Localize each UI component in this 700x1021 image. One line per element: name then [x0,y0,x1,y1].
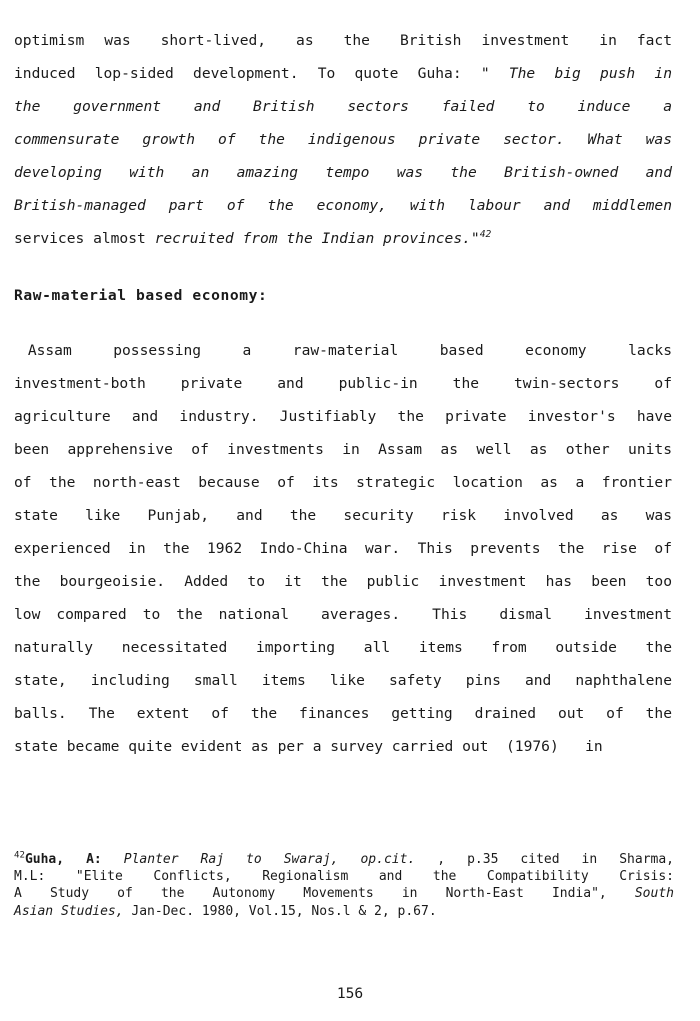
footnote-line [14,851,674,868]
text-line: Assam possessing a raw-material based economy lacks [14,342,672,359]
text-run: optimism was short-lived, as the British investment in fact [14,32,672,49]
section-heading [14,279,672,312]
text-line: agriculture and industry. Justifiably the private investor's have [14,408,672,425]
text-run: commensurate growth of the indigenous private sector. What was [14,131,672,148]
text-line: state like Punjab, and the security risk involved as was [14,507,672,524]
text-run: recruited from the Indian provinces. [154,230,471,247]
footnote-line [14,885,674,902]
text-run: 42 [479,229,492,241]
text-line: been apprehensive of investments in Assam as well as other units [14,441,672,458]
text-run: 42 [14,850,25,861]
text-run [102,852,124,867]
page-number: 156 [336,985,364,1002]
text-line: experienced in the 1962 Indo-China war. This prevents the rise of [14,540,672,557]
text-line: investment-both private and public-in the twin-sectors of [14,375,672,392]
footnote-line [14,903,674,920]
body-paragraph [14,334,672,763]
text-line: of the north-east because of its strategic location as a frontier [14,474,672,491]
text-run: developing with an amazing tempo was the British-owned and [14,164,672,181]
text-run: Guha, A: [24,852,102,867]
text-run: South [634,886,674,902]
text-run: The big push in [508,65,672,82]
text-line [14,90,672,123]
text-run: Asian Studies, [14,903,124,919]
text-run: services almost [14,230,155,247]
footnote-line [14,868,674,885]
text-run: induced lop-sided development. To quote Guha: " [14,65,509,82]
text-line: naturally necessitated importing all items from outside the [14,639,672,656]
text-run: British-managed part of the economy, with labour and middlemen [14,197,672,214]
text-run: , p.35 cited in Sharma, [437,852,674,867]
section-heading-text: Raw-material based economy: [14,287,268,304]
text-run: Planter Raj to Swaraj, op.cit. [123,852,438,867]
text-run: the government and British sectors failed to induce a [14,98,672,115]
text-run: " [470,230,480,247]
footnote-block [14,851,674,920]
text-run: Jan-Dec. 1980, Vol.15, Nos.l & 2, p.67. [123,903,437,919]
quote-paragraph [14,24,672,255]
text-line [14,189,672,222]
text-run: M.L: "Elite Conflicts, Regionalism and the Compatibility Crisis: [14,869,674,885]
text-run: A Study of the Autonomy Movements in North-East India", [14,886,635,902]
text-line [14,156,672,189]
text-line [14,222,672,255]
text-line [14,24,672,57]
text-line: low compared to the national averages. This dismal investment [14,606,672,623]
text-line: state became quite evident as per a survey carried out (1976) in [14,738,603,755]
text-line [14,57,672,90]
text-line: balls. The extent of the finances getting drained out of the [14,705,672,722]
text-line: the bourgeoisie. Added to it the public investment has been too [14,573,672,590]
text-line: state, including small items like safety pins and naphthalene [14,672,672,689]
text-line [14,123,672,156]
